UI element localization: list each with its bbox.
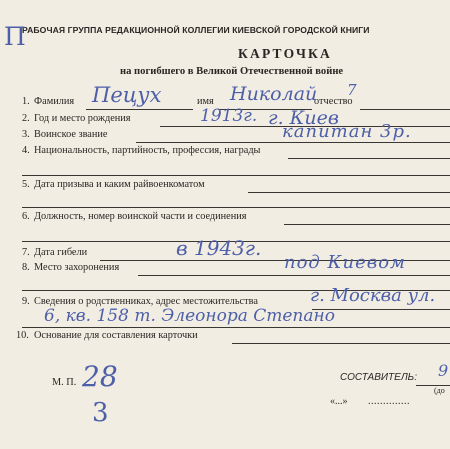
field-6-line	[284, 224, 450, 225]
first-name-value: Николай	[230, 83, 318, 105]
card-number: 28	[82, 360, 118, 393]
composer-line	[416, 385, 450, 386]
field-1-name-label: имя	[197, 96, 214, 107]
field-2-number: 2.	[22, 113, 30, 124]
card-number-below: 3	[92, 398, 109, 428]
field-5-label: Дата призыва и каким райвоенкоматом	[34, 179, 205, 190]
field-7-label: Дата гибели	[34, 247, 88, 258]
field-4-extra-line	[22, 175, 450, 176]
composer-hint: (до	[434, 386, 445, 395]
death-date-value: в 1943г.	[176, 236, 262, 260]
organization-header: РАБОЧАЯ ГРУППА РЕДАКЦИОННОЙ КОЛЛЕГИИ КИЕВСКОЙ ГОРОДСКОЙ КНИГИ	[22, 25, 370, 35]
field-1-patronymic-label: отчество	[314, 96, 353, 107]
military-rank-value: капитан 3р.	[282, 121, 412, 142]
field-9-extra-line	[22, 327, 450, 328]
field-8-number: 8.	[22, 262, 30, 273]
burial-place-value: под Киевом	[284, 252, 406, 273]
date-fill: ..............	[368, 396, 410, 407]
field-3-line	[136, 142, 450, 143]
field-3-number: 3.	[22, 129, 30, 140]
card-subtitle: на погибшего в Великой Отечественной войне	[120, 66, 344, 77]
birth-place-value: г. Киев	[268, 107, 339, 129]
field-1-label: Фамилия	[34, 96, 75, 107]
field-10-label: Основание для составления карточки	[34, 330, 198, 341]
composer-mark: 9	[438, 361, 449, 380]
field-6-label: Должность, номер воинской части и соединения	[34, 211, 247, 222]
field-4-number: 4.	[22, 145, 30, 156]
surname-value: Пецух	[92, 83, 162, 107]
seal-place-label: М. П.	[52, 377, 77, 388]
field-9-number: 9.	[22, 296, 30, 307]
field-5-number: 5.	[22, 179, 30, 190]
card-title: КАРТОЧКА	[238, 46, 332, 61]
field-1-surname-line	[86, 109, 193, 110]
field-9-label: Сведения о родственниках, адрес местожительства	[34, 296, 258, 307]
relatives-line-2: 6, кв. 158 т. Элеонора Степано	[44, 306, 335, 326]
corner-mark: П	[4, 22, 26, 51]
field-5-line	[248, 192, 450, 193]
field-2-label: Год и место рождения	[34, 113, 131, 124]
date-prefix: «...»	[330, 396, 348, 407]
field-3-label: Воинское звание	[34, 129, 108, 140]
field-7-number: 7.	[22, 247, 30, 258]
patronymic-value: 7	[347, 81, 357, 99]
field-10-number: 10.	[16, 330, 29, 341]
field-8-label: Место захоронения	[34, 262, 120, 273]
field-8-line	[138, 275, 450, 276]
field-1-number: 1.	[22, 96, 30, 107]
composer-label: СОСТАВИТЕЛЬ:	[340, 372, 417, 383]
relatives-line-1: г. Москва ул.	[310, 285, 436, 306]
field-4-line	[288, 158, 450, 159]
field-1-patronymic-line	[360, 109, 450, 110]
birth-year-value: 1913г.	[200, 106, 258, 126]
field-4-label: Национальность, партийность, профессия, награды	[34, 145, 261, 156]
field-10-line	[232, 343, 450, 344]
field-6-number: 6.	[22, 211, 30, 222]
field-5-extra-line	[22, 207, 450, 208]
